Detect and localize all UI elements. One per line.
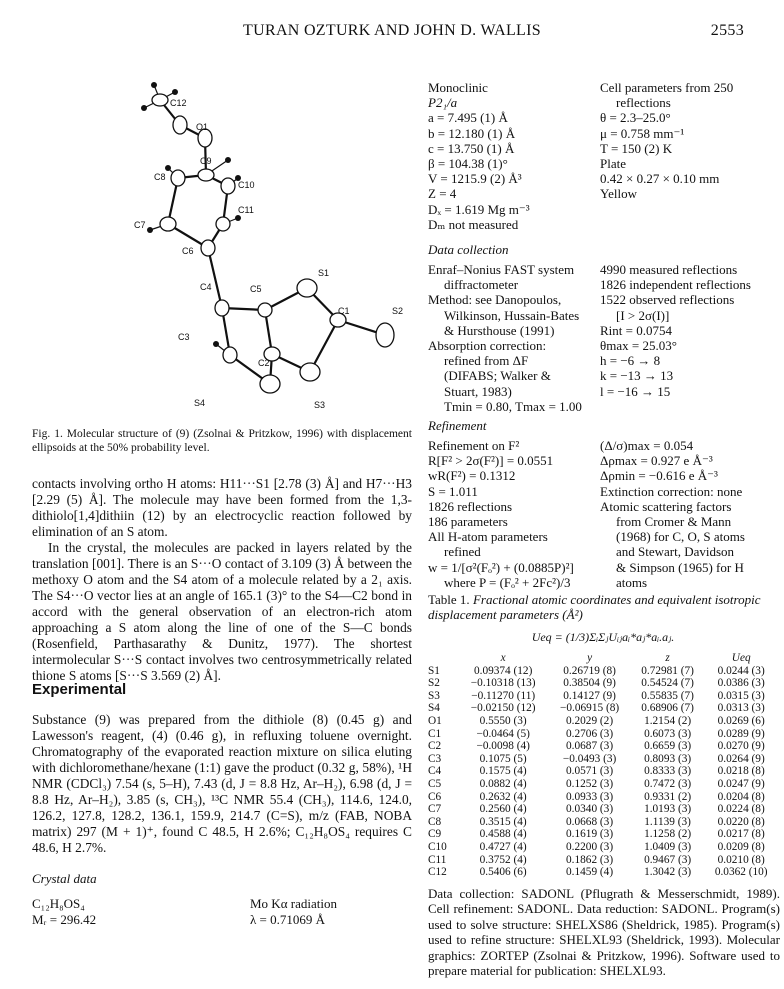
crystal-data-line: 0.42 × 0.27 × 0.10 mm: [600, 171, 720, 187]
data_collection.col1-line: Wilkinson, Hussain-Bates: [444, 307, 580, 323]
refinement.col2-line: Δρmax = 0.927 e Å⁻³: [600, 453, 713, 469]
refinement.col1-line: 186 parameters: [428, 514, 508, 530]
atom-cell: C7: [428, 803, 442, 816]
data_collection.col1-line: (DIFABS; Walker &: [444, 368, 551, 384]
refinement.col2-line: (1968) for C, O, S atoms: [616, 529, 745, 545]
data_collection.col2-line: θmax = 25.03°: [600, 338, 677, 354]
atom-ellipsoids: [152, 94, 394, 393]
header-ueq: Ueq: [731, 652, 751, 664]
table-row: [428, 740, 778, 753]
value-cell: 1.0193 (3): [644, 803, 692, 816]
label-c9: C9: [200, 156, 212, 166]
data-collection-col2: [600, 262, 780, 399]
crystal-data-col1: [428, 80, 598, 232]
table-caption-text: Fractional atomic coordinates and equivalent isotropic displacement parameters (Å²): [428, 592, 761, 622]
label-c1: C1: [338, 306, 350, 316]
label-s4: S4: [194, 398, 206, 408]
table-row: [428, 753, 778, 766]
data_collection.col2-line: [I > 2σ(I)]: [616, 307, 670, 323]
crystal-data-line: Plate: [600, 156, 626, 172]
atom-cell: C11: [428, 853, 447, 866]
crystal-data-line: c = 13.750 (1) Å: [428, 140, 515, 156]
value-cell: 0.0217 (8): [717, 828, 765, 841]
refinement-col1: [428, 438, 598, 590]
table-caption: [428, 592, 778, 622]
data_collection.col1-line: Stuart, 1983): [444, 383, 512, 399]
label-c6: C6: [182, 246, 194, 256]
atom-cell: C12: [428, 866, 447, 879]
refinement.col1-line: R[F² > 2σ(F²)] = 0.0551: [428, 453, 554, 469]
formula: C₁₂H₈OS₄: [32, 896, 85, 911]
refinement.col2-line: and Stewart, Davidson: [616, 544, 735, 560]
value-cell: 0.9331 (2): [644, 790, 692, 803]
refinement.col1-line: All H-atom parameters: [428, 529, 548, 545]
value-cell: −0.0098 (4): [476, 740, 530, 753]
atom-cell: S1: [428, 664, 440, 677]
value-cell: 0.0209 (8): [717, 840, 765, 853]
table-caption-label: Table 1.: [428, 592, 470, 607]
data_collection.col1-line: & Hursthouse (1991): [444, 322, 555, 338]
value-cell: 0.0362 (10): [714, 866, 768, 879]
value-cell: 0.26719 (8): [563, 664, 616, 677]
value-cell: 0.1619 (3): [566, 828, 614, 841]
data_collection.col1-line: Absorption correction:: [428, 338, 547, 354]
value-cell: 0.0882 (4): [479, 777, 527, 790]
label-c7: C7: [134, 220, 146, 230]
header-atom: [428, 652, 458, 665]
crystal-data-line: β = 104.38 (1)°: [428, 156, 508, 172]
value-cell: 0.0668 (3): [566, 815, 614, 828]
value-cell: 0.1459 (4): [566, 866, 614, 879]
data_collection.col2-line: Rint = 0.0754: [600, 322, 672, 338]
value-cell: 0.0244 (3): [717, 664, 765, 677]
value-cell: 0.1075 (5): [479, 752, 527, 765]
atom-cell: C1: [428, 727, 442, 740]
value-cell: 0.0315 (3): [717, 689, 765, 702]
crystal-data-line: T = 150 (2) K: [600, 140, 673, 156]
crystal-data-col2: [600, 80, 780, 202]
crystal-data-heading: Crystal data: [32, 871, 97, 886]
software-notes: Data collection: SADONL (Pflugrath & Messerschmidt, 1989). Cell refinement: SADONL. Data reduction: SADONL. Program(s) used to solve structure: SHELXS86 (Sheldrick, 1985). Program(s) used to refine structure: SHELXL93 (Sheldrick, 1993). Molecular graphics: ZORTEP (Zsolnai & Pritzkow, 1996). Software used to prepare material for publication: SHELXL93.: [428, 886, 780, 979]
crystal-data-line: P2₁/a: [428, 95, 458, 111]
value-cell: 0.4588 (4): [479, 828, 527, 841]
table-row: [428, 854, 778, 867]
radiation: Mo Kα radiation: [250, 896, 337, 911]
table-row: [428, 765, 778, 778]
refinement.col1-line: 1826 reflections: [428, 498, 513, 514]
crystal-data-line: θ = 2.3–25.0°: [600, 110, 671, 126]
table-row: [428, 690, 778, 703]
label-o1: O1: [196, 122, 209, 132]
refinement-col2: [600, 438, 780, 590]
value-cell: 0.2200 (3): [566, 840, 614, 853]
label-c11: C11: [238, 205, 254, 215]
label-s1: S1: [318, 268, 330, 278]
value-cell: −0.0464 (5): [476, 727, 530, 740]
wavelength: λ = 0.71069 Å: [250, 912, 326, 927]
table-row: [428, 828, 778, 841]
data_collection.col2-line: k = −13 → 13: [600, 368, 674, 384]
value-cell: 0.0687 (3): [566, 740, 614, 753]
atom-cell: C3: [428, 752, 442, 765]
refinement.col1-line: where P = (Fₒ² + 2Fc²)/3: [444, 574, 571, 590]
crystal-data-line: Dₘ not measured: [428, 216, 519, 232]
value-cell: 0.0247 (9): [717, 777, 765, 790]
header-z: z: [665, 652, 670, 664]
value-cell: 0.0210 (8): [717, 853, 765, 866]
crystal-data-line: Monoclinic: [428, 80, 488, 95]
value-cell: 1.3042 (3): [644, 866, 692, 879]
value-cell: 0.0224 (8): [717, 803, 765, 816]
crystal-data-line: μ = 0.758 mm⁻¹: [600, 125, 685, 141]
crystal-data-line: Yellow: [600, 186, 637, 202]
data_collection.col2-line: 1826 independent reflections: [600, 277, 751, 293]
value-cell: 0.6073 (3): [644, 727, 692, 740]
refinement.col2-line: atoms: [616, 574, 648, 590]
experimental-heading: Experimental: [32, 681, 127, 698]
label-c5: C5: [250, 284, 262, 294]
crystal-data-line: Cell parameters from 250: [600, 80, 734, 95]
value-cell: −0.02150 (12): [470, 702, 536, 715]
value-cell: 1.0409 (3): [644, 840, 692, 853]
value-cell: 0.54524 (7): [641, 677, 694, 690]
label-c4: C4: [200, 282, 212, 292]
value-cell: 0.2706 (3): [566, 727, 614, 740]
value-cell: 0.7472 (3): [644, 777, 692, 790]
crystal-data-line: a = 7.495 (1) Å: [428, 110, 508, 126]
atom-cell: C4: [428, 765, 442, 778]
value-cell: 0.0270 (9): [717, 740, 765, 753]
refinement.col2-line: Δρmin = −0.616 e Å⁻³: [600, 468, 718, 484]
refinement.col1-line: w = 1/[σ²(Fₒ²) + (0.0885P)²]: [428, 559, 574, 575]
data_collection.col2-line: 4990 measured reflections: [600, 262, 738, 277]
data_collection.col1-line: refined from ΔF: [444, 353, 529, 369]
value-cell: 0.1252 (3): [566, 777, 614, 790]
crystal-data-line: V = 1215.9 (2) Å³: [428, 171, 522, 187]
atom-cell: C6: [428, 790, 442, 803]
value-cell: 0.5406 (6): [479, 866, 527, 879]
value-cell: 1.2154 (2): [644, 714, 692, 727]
refinement.col1-line: S = 1.011: [428, 483, 478, 499]
table-row: [428, 728, 778, 741]
value-cell: 0.68906 (7): [641, 702, 694, 715]
value-cell: 0.1862 (3): [566, 853, 614, 866]
label-c10: C10: [238, 180, 255, 190]
header-x: x: [500, 652, 506, 664]
label-c8: C8: [154, 172, 166, 182]
atom-cell: C8: [428, 815, 442, 828]
paragraph-packing: In the crystal, the molecules are packed in layers related by the translation [001]. There is an S···O contact of 3.109 (3) Å between the methoxy O atom and the S4 atom of a molecule related by a 2₁ axis. The S4···O vector lies at an angle of 165.1 (3)° to the S4—C2 bond in accord with the general observation of an electron-rich atom approaching a S atom along the line of one of the S—C bonds (Rosenfield, Parthasarathy & Dunitz, 1977). The shortest intermolecular S···S contact involves two centrosymmetrically related thione S atoms [S···S 3.569 (2) Å].: [32, 540, 412, 683]
paragraph-contacts: contacts involving ortho H atoms: H11···S1 [2.78 (3) Å] and H7···H3 [2.29 (5) Å]. The molecule may have been formed from the 1,3-dithiolo[1,4]dithiin (12) by an electrocyclic reaction followed by elimination of an S atom.: [32, 476, 412, 539]
molecular-structure-figure: [120, 70, 440, 420]
value-cell: 0.2632 (4): [479, 790, 527, 803]
value-cell: 1.1258 (2): [644, 828, 692, 841]
data_collection.col1-line: Method: see Danopoulos,: [428, 292, 562, 308]
atom-cell: C2: [428, 740, 442, 753]
atom-cell: O1: [428, 714, 442, 727]
header-y: y: [587, 652, 593, 664]
value-cell: 0.8093 (3): [644, 752, 692, 765]
table-row: [428, 816, 778, 829]
label-s3: S3: [314, 400, 326, 410]
table-row: [428, 841, 778, 854]
refinement-heading: Refinement: [428, 418, 487, 433]
table-row: [428, 803, 778, 816]
value-cell: 0.8333 (3): [644, 765, 692, 778]
value-cell: 1.1139 (3): [644, 815, 691, 828]
table-row: [428, 715, 778, 728]
atom-cell: C9: [428, 828, 442, 841]
refinement.col1-line: wR(F²) = 0.1312: [428, 468, 516, 484]
value-cell: 0.0289 (9): [717, 727, 765, 740]
bonds: [160, 100, 385, 384]
molar-mass: Mᵣ = 296.42: [32, 912, 97, 927]
refinement.col2-line: Extinction correction: none: [600, 483, 743, 499]
value-cell: 0.0218 (8): [717, 765, 765, 778]
value-cell: −0.06915 (8): [560, 702, 620, 715]
data_collection.col1-line: Tmin = 0.80, Tmax = 1.00: [444, 398, 582, 414]
coordinates-table-wrap: [428, 652, 778, 879]
data_collection.col2-line: 1522 observed reflections: [600, 292, 735, 308]
value-cell: 0.0933 (3): [566, 790, 614, 803]
value-cell: 0.72981 (7): [641, 664, 694, 677]
data-collection-col1: [428, 262, 598, 414]
value-cell: 0.55835 (7): [641, 689, 694, 702]
label-c2: C2: [258, 358, 270, 368]
label-c12: C12: [170, 98, 187, 108]
refinement.col2-line: from Cromer & Mann: [616, 514, 732, 530]
crystal-data-line: reflections: [616, 95, 671, 111]
value-cell: 0.09374 (12): [473, 664, 533, 677]
value-cell: 0.6659 (3): [644, 740, 692, 753]
figure-caption: Fig. 1. Molecular structure of (9) (Zsolnai & Pritzkow, 1996) with displacement ellipsoids at the 50% probability level.: [32, 428, 412, 454]
data_collection.col1-line: Enraf–Nonius FAST system: [428, 262, 575, 277]
table-row: [428, 791, 778, 804]
atom-cell: S3: [428, 689, 440, 702]
value-cell: 0.4727 (4): [479, 840, 527, 853]
value-cell: 0.14127 (9): [563, 689, 616, 702]
value-cell: 0.3515 (4): [479, 815, 527, 828]
label-s2: S2: [392, 306, 404, 316]
ueq-formula: Ueq = (1/3)ΣᵢΣⱼUᵢⱼaᵢ*aⱼ*aᵢ.aⱼ.: [531, 630, 675, 644]
value-cell: 0.5550 (3): [479, 714, 527, 727]
table-header-row: [428, 652, 778, 665]
refinement.col2-line: (Δ/σ)max = 0.054: [600, 438, 694, 453]
refinement.col2-line: Atomic scattering factors: [600, 498, 732, 514]
value-cell: −0.0493 (3): [562, 752, 617, 765]
crystal-data-line: Z = 4: [428, 186, 457, 202]
value-cell: 0.9467 (3): [644, 853, 692, 866]
table-row: [428, 702, 778, 715]
data-collection-heading: Data collection: [428, 242, 509, 257]
data_collection.col1-line: diffractometer: [444, 277, 519, 293]
value-cell: 0.0340 (3): [566, 803, 614, 816]
refinement.col1-line: Refinement on F²: [428, 438, 520, 453]
table-row: [428, 665, 778, 678]
value-cell: 0.0386 (3): [717, 677, 765, 690]
crystal-data-line: b = 12.180 (1) Å: [428, 125, 516, 141]
atom-cell: S4: [428, 702, 440, 715]
refinement.col1-line: refined: [444, 544, 481, 560]
value-cell: 0.0204 (8): [717, 790, 765, 803]
value-cell: 0.0313 (3): [717, 702, 765, 715]
data_collection.col2-line: h = −6 → 8: [600, 353, 661, 369]
table-row: [428, 778, 778, 791]
data_collection.col2-line: l = −16 → 15: [600, 383, 671, 399]
label-c3: C3: [178, 332, 190, 342]
paragraph-experimental: Substance (9) was prepared from the dithiole (8) (0.45 g) and Lawesson's reagent, (4) (0.46 g), in refluxing toluene overnight. Chromatography of the evaporated reaction mixture on silica eluting with dichloromethane/hexane (1:1) gave the product (0.32 g, 58%), ¹H NMR (CDCl₃) 7.54 (s, 5–H), 7.43 (d, J = 8.8 Hz, Ar–H₂), 6.98 (d, J = 8.8 Hz, Ar–H₂), 3.85 (s, CH₃), ¹³C NMR 55.4 (CH₃), 114.6, 124.0, 126.2, 127.8, 128.2, 136.1, 159.9, 214.7 (C=S), m/z (FAB, NOBA matrix) 297 (M + 1)⁺, found C 48.5, H 2.6%; C₁₂H₈OS₄ requires C 48.6, H 2.7%.: [32, 712, 412, 855]
page-number: 2553: [710, 22, 744, 39]
value-cell: 0.2560 (4): [479, 803, 527, 816]
value-cell: 0.3752 (4): [479, 853, 527, 866]
atom-labels: [134, 98, 403, 410]
running-header: TURAN OZTURK AND JOHN D. WALLIS: [243, 22, 541, 39]
crystal-data-line: Dₓ = 1.619 Mg m⁻³: [428, 201, 530, 217]
value-cell: 0.0264 (9): [717, 752, 765, 765]
value-cell: 0.38504 (9): [563, 677, 616, 690]
atom-cell: C5: [428, 777, 442, 790]
atom-cell: C10: [428, 840, 447, 853]
value-cell: 0.0220 (8): [717, 815, 765, 828]
table-row: [428, 677, 778, 690]
atom-cell: S2: [428, 677, 440, 690]
coordinates-table: [428, 652, 778, 879]
value-cell: 0.0269 (6): [717, 714, 765, 727]
value-cell: −0.10318 (13): [470, 677, 536, 690]
table-row: [428, 866, 778, 879]
value-cell: 0.1575 (4): [479, 765, 527, 778]
value-cell: 0.2029 (2): [566, 714, 614, 727]
refinement.col2-line: & Simpson (1965) for H: [616, 559, 744, 575]
value-cell: 0.0571 (3): [566, 765, 614, 778]
value-cell: −0.11270 (11): [471, 689, 536, 702]
